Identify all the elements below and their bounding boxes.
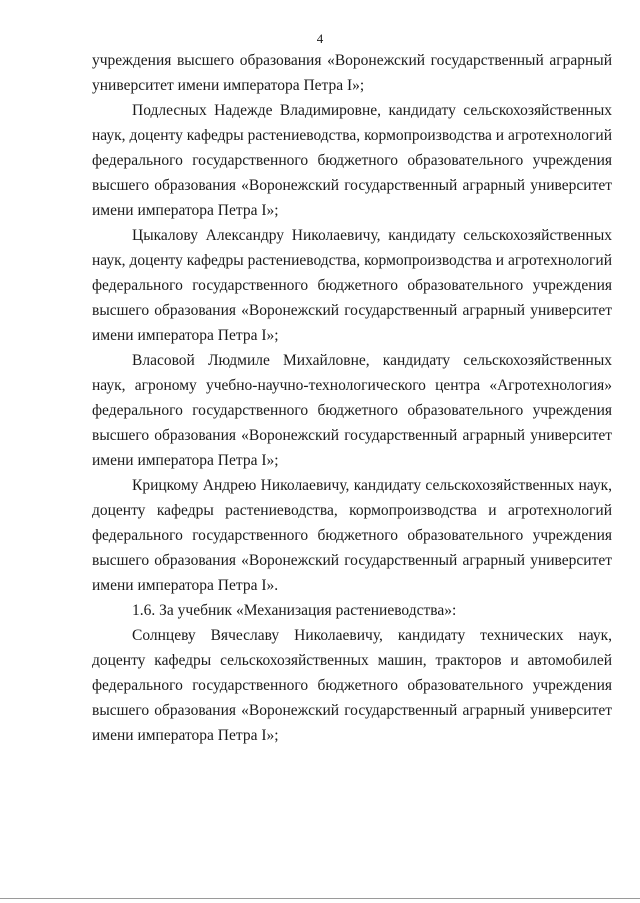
paragraph-tsykalov: Цыкалову Александру Николаевичу, кандидату сельскохозяйственных наук, доценту кафедры растениеводства, кормопроизводства и агротехнологий федерального государственного бюджетного образовательного учреждения высшего образования «Воронежский государственный аграрный университет имени императора Петра I»; (92, 227, 612, 344)
paragraph-podlesnykh: Подлесных Надежде Владимировне, кандидату сельскохозяйственных наук, доценту кафедры растениеводства, кормопроизводства и агротехнологий федерального государственного бюджетного образовательного учреждения высшего образования «Воронежский государственный аграрный университет имени императора Петра I»; (92, 102, 612, 219)
page-number: 4 (316, 31, 324, 46)
page-bottom-rule (0, 898, 640, 899)
paragraph-kritsky: Крицкому Андрею Николаевичу, кандидату сельскохозяйственных наук, доценту кафедры растениеводства, кормопроизводства и агротехнологий федерального государственного бюджетного образовательного учреждения высшего образования «Воронежский государственный аграрный университет имени императора Петра I». (92, 477, 612, 594)
document-body (92, 48, 612, 748)
paragraph-continuation: учреждения высшего образования «Воронежский государственный аграрный университет имени императора Петра I»; (92, 52, 612, 94)
section-heading-1-6: 1.6. За учебник «Механизация растениеводства»: (132, 602, 457, 619)
paragraph-solntsev: Солнцеву Вячеславу Николаевичу, кандидату технических наук, доценту кафедры сельскохозяйственных машин, тракторов и автомобилей федерального государственного бюджетного образовательного учреждения высшего образования «Воронежский государственный аграрный университет имени императора Петра I»; (92, 627, 612, 744)
paragraph-vlasova: Власовой Людмиле Михайловне, кандидату сельскохозяйственных наук, агроному учебно-научно-технологического центра «Агротехнология» федерального государственного бюджетного образовательного учреждения высшего образования «Воронежский государственный аграрный университет имени императора Петра I»; (92, 352, 612, 469)
